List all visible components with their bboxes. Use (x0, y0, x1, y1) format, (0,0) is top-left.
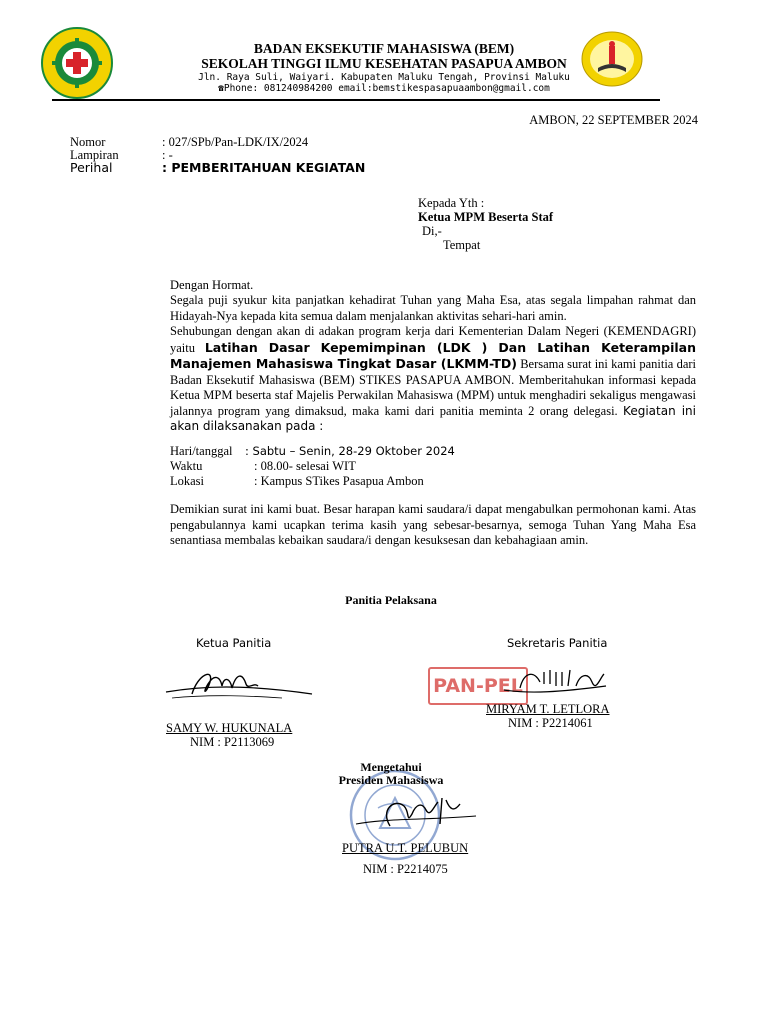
paragraph-2-program: Latihan Dasar Kepemimpinan (LDK ) Dan Latihan Keterampilan Manajemen Mahasiswa Tingkat Dasar (LKMM-TD) (170, 339, 697, 371)
org-name-line1: BADAN EKSEKUTIF MAHASISWA (BEM) (253, 41, 515, 56)
chair-nim: NIM : P2113069 (190, 735, 275, 749)
schedule-time-label: Waktu (170, 459, 203, 473)
perihal-value: : PEMBERITAHUAN KEGIATAN (162, 160, 366, 175)
recipient-line4: Tempat (443, 238, 481, 252)
lampiran-label: Lampiran (70, 148, 119, 162)
letter-date: AMBON, 22 SEPTEMBER 2024 (529, 113, 698, 127)
nomor-label: Nomor (70, 135, 106, 149)
president-title: Presiden Mahasiswa (338, 773, 444, 787)
nomor-value: : 027/SPb/Pan-LDK/IX/2024 (162, 135, 309, 149)
paragraph-2-text-c: Kegiatan ini akan dilaksanakan pada : (170, 403, 696, 433)
lampiran-value: : - (162, 148, 173, 162)
paragraph-2-text-b: Bersama surat ini kami panitia dari Badan Eksekutif Mahasiswa (BEM) STIKES PASAPUA AMBON. Memberitahukan informasi kepada Ketua MPM beserta staf Majelis Perwakilan Mahasiswa (MPM) untuk menghadiri sekaligus mengawasi jalannya program yang dimaksud, maka kami dari panitia meminta 2 orang delegasi. (170, 357, 697, 418)
perihal-label: Perihal (70, 160, 113, 175)
schedule-day-value: : Sabtu – Senin, 28-29 Oktober 2024 (245, 444, 455, 458)
committee-title: Panitia Pelaksana (345, 593, 437, 607)
recipient-line3: Di,- (422, 224, 442, 238)
schedule-time-value: : 08.00- selesai WIT (254, 459, 356, 473)
president-signature-icon (350, 790, 480, 838)
letterhead-divider (52, 99, 660, 101)
paragraph-2-text-a: Sehubungan dengan akan di adakan program kerja dari Kementerian Dalam Negeri (KEMENDAGRI) yaitu (170, 324, 696, 355)
president-name: PUTRA U.T. PELUBUN (342, 841, 469, 855)
chair-signature-icon (162, 664, 314, 704)
closing-paragraph: Demikian surat ini kami buat. Besar harapan kami saudara/i dapat mengabulkan permohonan kami. Atas pengabulannya kami ucapkan terima kasih yang sebesar-besarnya, semoga Tuhan Yang Maha Esa senantiasa membalas kebaikan saudara/i dengan kesuksesan dan kebahagiaan amin. (170, 502, 696, 547)
chair-title: Ketua Panitia (196, 636, 272, 650)
president-nim: NIM : P2214075 (363, 862, 448, 876)
org-contact: ☎Phone: 081240984200 email:bemstikespasapuaambon@gmail.com (218, 83, 550, 94)
org-address: Jln. Raya Suli, Waiyari. Kabupaten Maluku Tengah, Provinsi Maluku (198, 72, 570, 83)
paragraph-1: Segala puji syukur kita panjatkan kehadirat Tuhan yang Maha Esa, atas segala limpahan rahmat dan Hidayah-Nya kepada kita semua dalam menjalankan aktivitas sehari-hari amin. (170, 293, 696, 323)
acknowledged-title: Mengetahui (360, 760, 422, 774)
secretary-title: Sekretaris Panitia (507, 636, 608, 650)
recipient-line2: Ketua MPM Beserta Staf (418, 210, 554, 224)
schedule-day-label: Hari/tanggal (170, 444, 233, 458)
schedule-place-value: : Kampus STikes Pasapua Ambon (254, 474, 424, 488)
org-name-line2: SEKOLAH TINGGI ILMU KESEHATAN PASAPUA AMBON (201, 56, 567, 71)
schedule-place-label: Lokasi (170, 474, 205, 488)
stikes-logo (40, 26, 114, 100)
paragraph-2 (170, 324, 696, 435)
secretary-nim: NIM : P2214061 (508, 716, 593, 730)
chair-name: SAMY W. HUKUNALA (166, 721, 293, 735)
recipient-line1: Kepada Yth : (418, 196, 485, 210)
secretary-signature-icon (500, 664, 612, 704)
greeting: Dengan Hormat. (170, 278, 254, 292)
secretary-name: MIRYAM T. LETLORA (486, 702, 610, 716)
panpel-stamp: PAN-PEL (428, 667, 528, 705)
